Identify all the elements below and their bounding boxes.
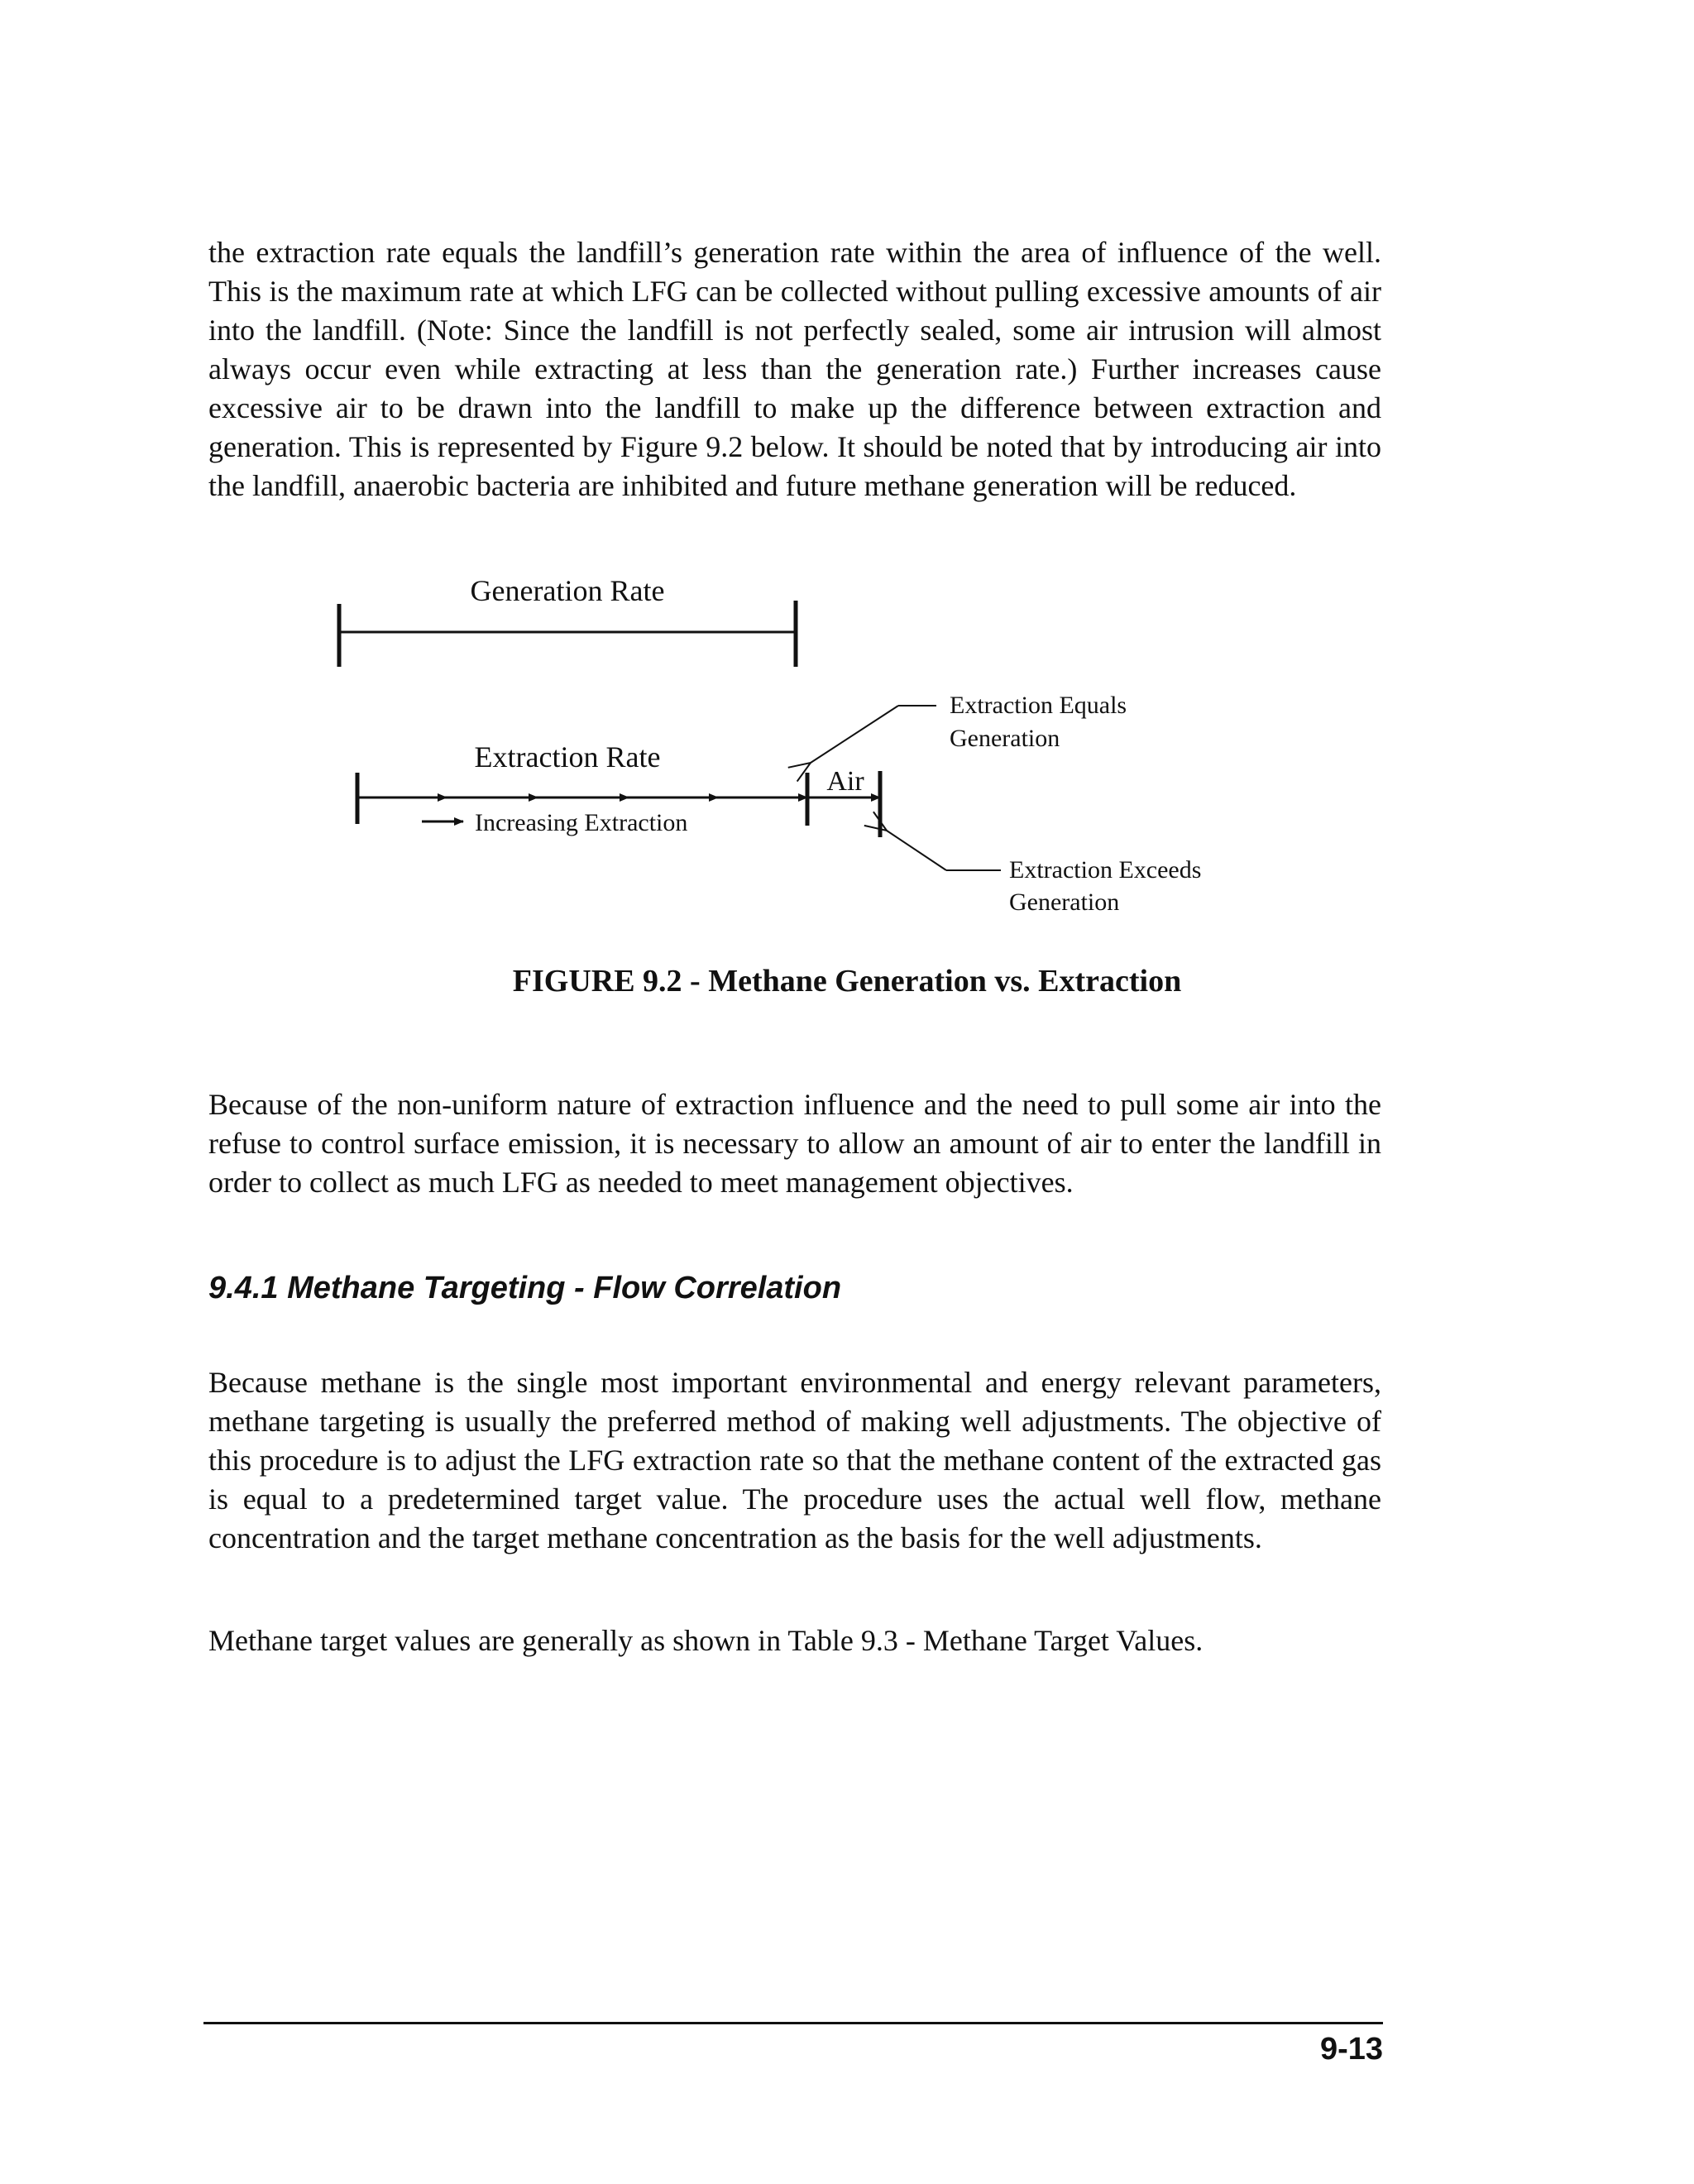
generation-rate-label: Generation Rate xyxy=(470,574,665,607)
section-heading: 9.4.1 Methane Targeting - Flow Correlation xyxy=(208,1271,842,1305)
body-paragraph-3: Because methane is the single most important environmental and energy relevant parameters, methane targeting is usually the preferred method of making well adjustments. The objective of this procedure is to adjust the LFG extraction rate so that the methane content of the extracted gas is equal to a predetermined target value. The procedure uses the actual well flow, methane concentration and the target methane concentration as the basis for the well adjustments. xyxy=(208,1366,1381,1554)
equals-label-line2: Generation xyxy=(950,725,1060,752)
extraction-rate-label: Extraction Rate xyxy=(474,740,661,774)
body-paragraph-4: Methane target values are generally as shown in Table 9.3 - Methane Target Values. xyxy=(208,1624,1204,1657)
figure-caption: FIGURE 9.2 - Methane Generation vs. Extraction xyxy=(512,964,1182,999)
exceeds-label-line1: Extraction Exceeds xyxy=(1009,856,1202,884)
body-paragraph-1: the extraction rate equals the landfill’s generation rate within the area of influence of the well. This is the maximum rate at which LFG can be collected without pulling excessive amounts of air into the landfill. (Note: Since the landfill is not perfectly sealed, some air intrusion will almost always occur even while extracting at less than the generation rate.) Further increases cause excessive air to be drawn into the landfill to make up the difference between extraction and generation. This is represented by Figure 9.2 below. It should be noted that by introducing air into the landfill, anaerobic bacteria are inhibited and future methane generation will be reduced. xyxy=(208,236,1381,502)
exceeds-label-line2: Generation xyxy=(1009,888,1120,916)
methane-generation-diagram xyxy=(0,0,1694,960)
body-paragraph-2: Because of the non-uniform nature of extraction influence and the need to pull some air into the refuse to control surface emission, it is necessary to allow an amount of air to enter the landfill in order to collect as much LFG as needed to meet management objectives. xyxy=(208,1088,1381,1199)
exceeds-callout-leader xyxy=(887,831,1001,870)
increasing-extraction-label: Increasing Extraction xyxy=(475,809,688,836)
equals-callout-leader xyxy=(811,706,936,763)
page-number: 9-13 xyxy=(1319,2032,1383,2067)
air-label: Air xyxy=(826,766,864,797)
generation-rate-bar xyxy=(339,601,796,667)
equals-label-line1: Extraction Equals xyxy=(950,692,1127,719)
footer-rule xyxy=(203,2022,1383,2024)
